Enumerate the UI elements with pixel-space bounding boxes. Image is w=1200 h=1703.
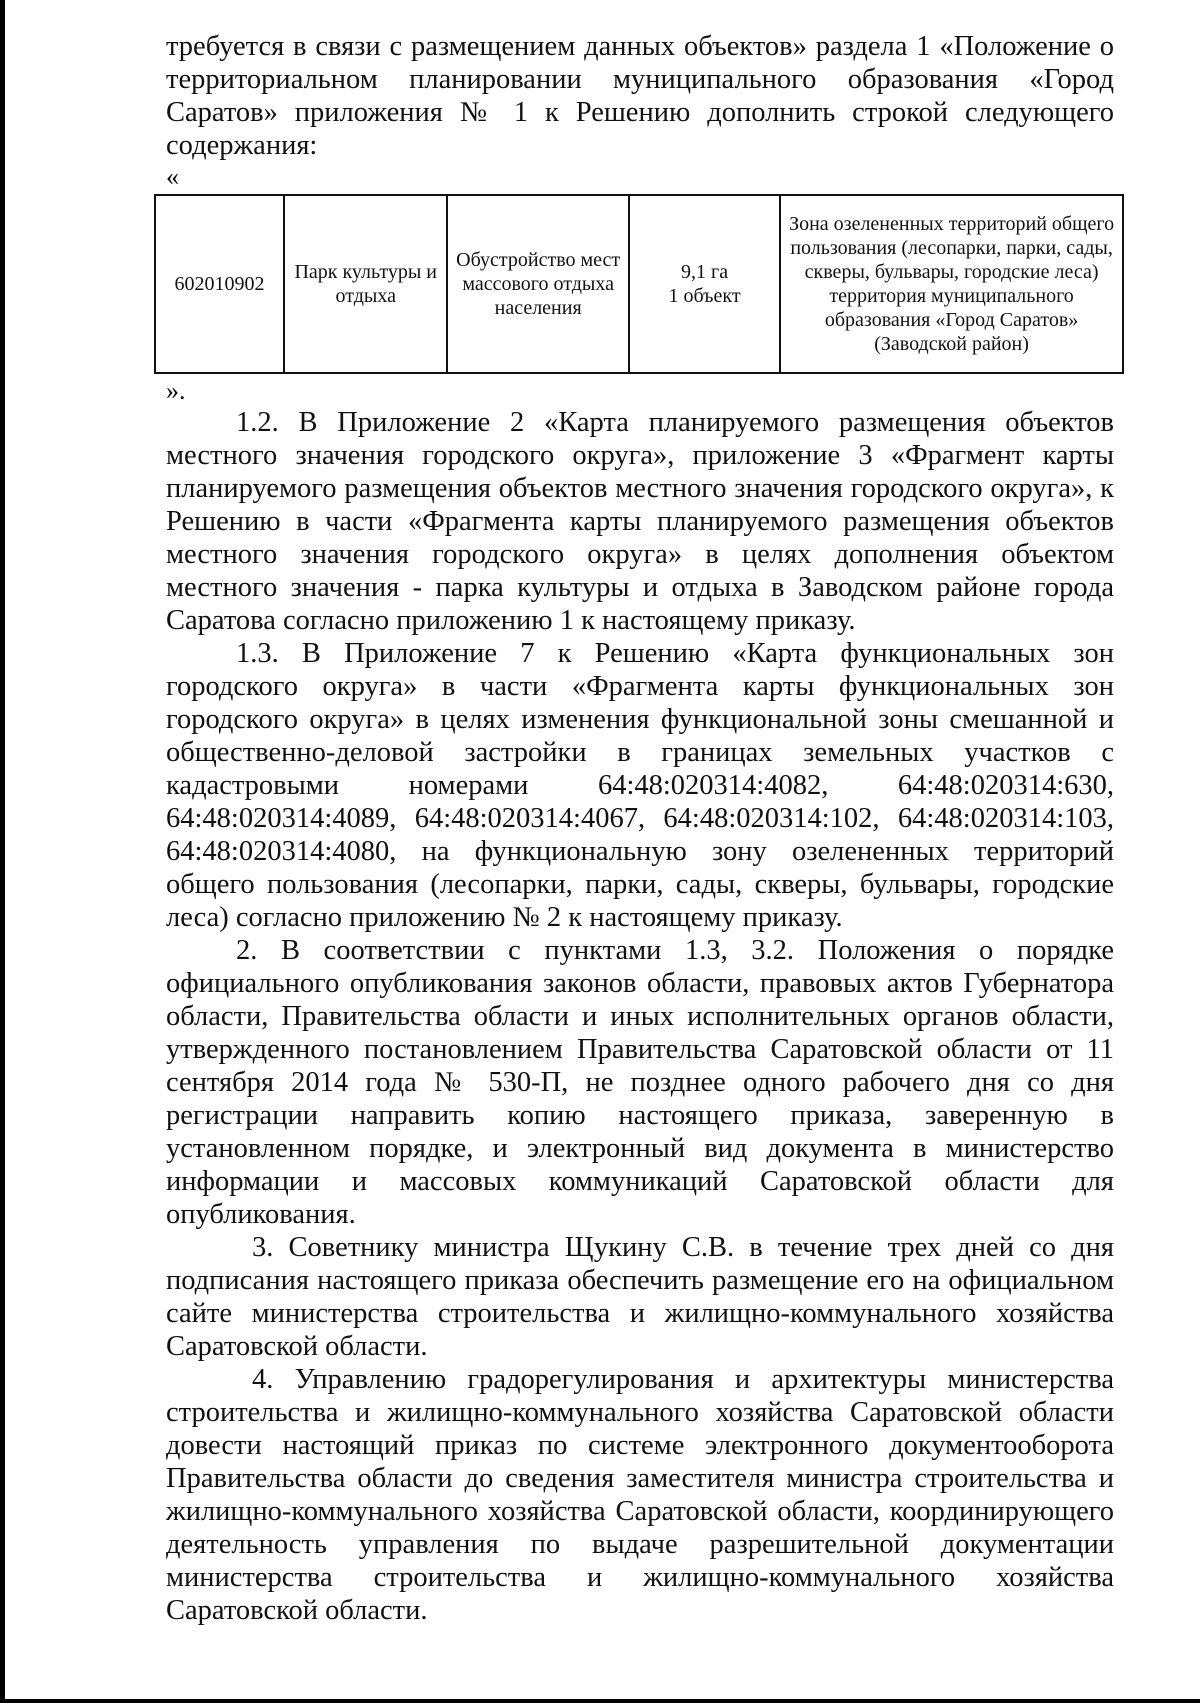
scan-bottom-edge [0,1699,1200,1703]
cell-area: 9,1 га [680,261,729,283]
cell-object-name: Парк культуры и отдыха [284,195,447,373]
paragraph-4: 4. Управлению градорегулирования и архитектуры министерства строительства и жилищно-коммунального хозяйства Саратовской области довести настоящий приказ по системе электронного документооборота Правительства области до сведения заместителя министра строительства и жилищно-коммунального хозяйства Саратовской области, координирующего деятельность управления по выдаче разрешительной документации министерства строительства и жилищно-коммунального хозяйства Саратовской области. [166,1364,1114,1626]
cell-purpose: Обустройство мест массового отдыха населения [447,195,629,373]
intro-paragraph: требуется в связи с размещением данных объектов» раздела 1 «Положение о территориальном планировании муниципального образования «Город Саратов» приложения № 1 к Решению дополнить строкой следующего содержания: [166,31,1114,161]
scan-left-edge [0,0,5,1703]
paragraph-3: 3. Советнику министра Щукину С.В. в течение трех дней со дня подписания настоящего приказа обеспечить размещение его на официальном сайте министерства строительства и жилищно-коммунального хозяйства Саратовской области. [166,1232,1114,1362]
paragraph-1-3: 1.3. В Приложение 7 к Решению «Карта функциональных зон городского округа» в части «Фрагмента карты функциональных зон городского округа» в целях изменения функциональной зоны смешанной и общественно-деловой застройки в границах земельных участков с кадастровыми номерами 64:48:020314:4082, 64:48:020314:630, 64:48:020314:4089, 64:48:020314:4067, 64:48:020314:102, 64:48:020314:103, 64:48:020314:4080, на функциональную зону озелененных территорий общего пользования (лесопарки, парки, сады, скверы, бульвары, городские леса) согласно приложению № 2 к настоящему приказу. [166,638,1114,933]
table-quote-open: « [166,162,179,191]
cell-code: 602010902 [155,195,284,373]
cell-zone: Зона озелененных территорий общего пользования (лесопарки, парки, сады, скверы, бульвары, городские леса) территория муниципального образования «Город Саратов» (Заводской район) [780,195,1123,373]
cell-characteristics [629,195,780,373]
inserted-row-table [154,194,1124,374]
paragraph-1-2: 1.2. В Приложение 2 «Карта планируемого размещения объектов местного значения городского округа», приложение 3 «Фрагмент карты планируемого размещения объектов местного значения городского округа», к Решению в части «Фрагмента карты планируемого размещения объектов местного значения городского округа» в целях дополнения объектом местного значения - парка культуры и отдыха в Заводском районе города Саратова согласно приложению 1 к настоящему приказу. [166,407,1114,636]
document-page [166,30,1114,1627]
table-quote-close: ». [166,376,186,405]
cell-count: 1 объект [668,285,741,307]
paragraph-2: 2. В соответствии с пунктами 1.3, 3.2. Положения о порядке официального опубликования законов области, правовых актов Губернатора области, Правительства области и иных исполнительных органов области, утвержденного постановлением Правительства Саратовской области от 11 сентября 2014 года № 530-П, не позднее одного рабочего дня со дня регистрации направить копию настоящего приказа, заверенную в установленном порядке, и электронный вид документа в министерство информации и массовых коммуникаций Саратовской области для опубликования. [166,935,1114,1230]
table-row [155,195,1123,373]
